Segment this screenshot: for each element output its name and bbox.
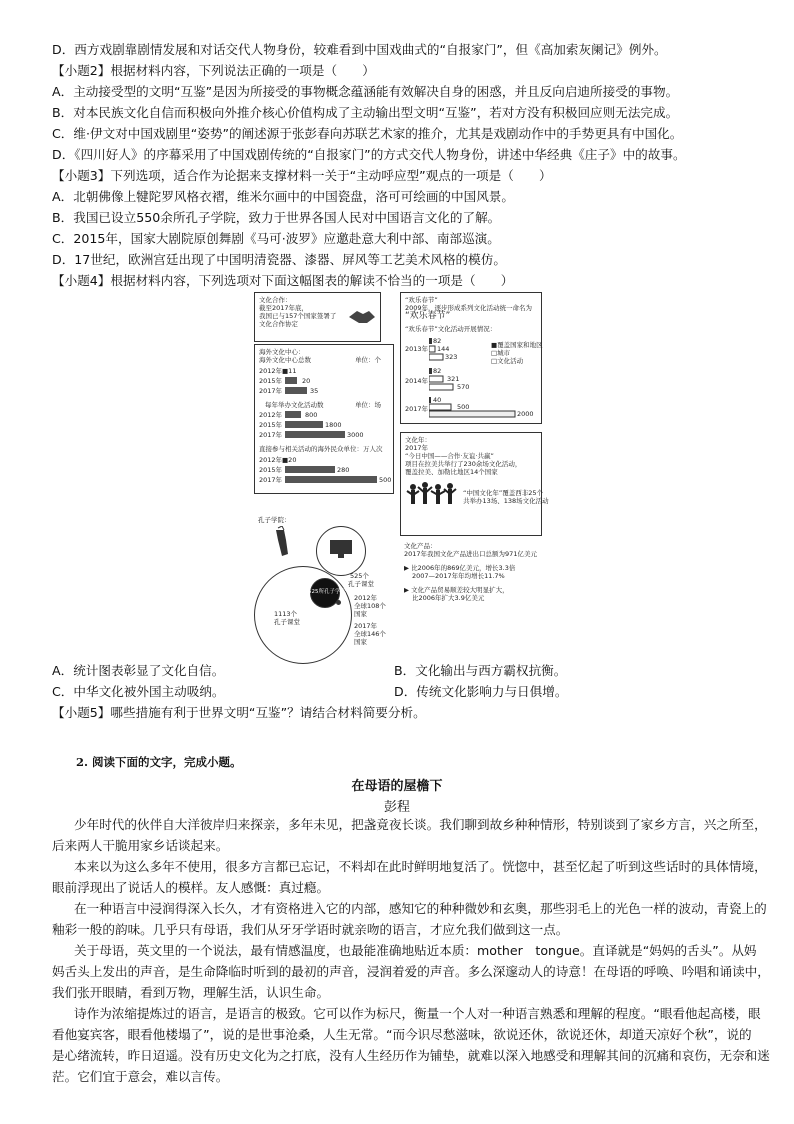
legend-item: □文化活动 — [491, 357, 524, 365]
bar-2014-events — [429, 384, 453, 390]
year-text: “中国文化年”覆盖西非25个 — [463, 489, 544, 497]
paragraph-line: 后来两人干脆用家乡话谈起来。 — [52, 838, 229, 853]
center-sub: 海外文化中心总数 — [259, 356, 311, 364]
section-heading: 2. 阅读下面的文字，完成小题。 — [76, 755, 242, 769]
paragraph-line: 少年时代的伙伴自大洋彼岸归来探亲，多年未见，把盏竟夜长谈。我们聊到故乡种种情形，特别谈到了家乡方言，兴之所至， — [74, 817, 767, 832]
cf-label: 孔子课堂 — [348, 580, 374, 588]
question-header: 【小题2】根据材料内容，下列说法正确的一项是（ ） — [52, 63, 375, 78]
prod-title: 文化产品： — [404, 542, 437, 550]
bar-2013-cities — [429, 346, 435, 352]
option-line: B．对本民族文化自信而积极向外推介核心价值构成了主动输出型文明“互鉴”，若对方没有积极回应则无法完成。 — [52, 105, 679, 120]
handshake-icon — [347, 305, 377, 327]
torch-icon — [268, 526, 298, 558]
paragraph-line: 釉彩一般的韵味。几乎只有母语，我们从牙牙学语时就亲吻的语言，才应允我们做到这一点。 — [52, 922, 569, 937]
dancers-icon — [405, 481, 459, 517]
paragraph-line: 眼前浮现出了说话人的模样。友人感慨：真过瘾。 — [52, 880, 330, 895]
value-label: 82 — [433, 337, 442, 345]
cf-label: 2017年 — [354, 622, 378, 630]
spring-festival-box — [400, 292, 542, 424]
cf-label: 525个 — [350, 572, 369, 580]
option-line: B．我国已设立550余所孔子学院，致力于世界各国人民对中国语言文化的了解。 — [52, 210, 501, 225]
paragraph-line: 关于母语，英文里的一个说法，最有情感温度，也最能准确地贴近本质：mother tongue。直译就是“妈妈的舌头”。从妈 — [74, 943, 757, 958]
option-line: A．主动接受型的文明“互鉴”是因为所接受的事物概念蕴涵能有效解决自身的困惑，并且反向启迪所接受的事物。 — [52, 84, 679, 99]
spring-text: 2009年，逐步形成系列文化活动统一命名为 — [405, 304, 533, 312]
question-line: D．西方戏剧靠剧情发展和对话交代人物身份，较难看到中国戏曲式的“自报家门”，但《高加索灰阑记》例外。 — [52, 42, 667, 57]
act-2015: 2015年 — [259, 421, 283, 429]
option-c: C．中华文化被外国主动吸纳。 — [52, 684, 225, 699]
paragraph-line: 是心绪流转，昨日迢遥。没有历史文化为之打底，没有人生经历作为铺垫，就难以深入地感受和理解其间的沉痛和哀伤，无奈和迷 — [52, 1048, 770, 1063]
question-header: 【小题4】根据材料内容，下列选项对下面这幅图表的解读不恰当的一项是（ ） — [52, 273, 514, 288]
paragraph-line: 看他宴宾客，眼看他楼塌了”，说的是世事沧桑，人生无常。“而今识尽愁滋味，欲说还休，欲说还休，却道天凉好个秋”，说的 — [52, 1027, 752, 1042]
bar-2017-cities — [429, 404, 451, 410]
bar-visit-2017 — [285, 476, 377, 483]
paragraph-line: 诗作为浓缩提炼过的语言，是语言的极致。它可以作为标尺，衡量一个人对一种语言熟悉和理解的程度。“眼看他起高楼，眼 — [74, 1006, 761, 1021]
confucius-circle-large — [254, 566, 352, 664]
act-2017: 2017年 — [259, 431, 283, 439]
value-label: 280 — [337, 466, 350, 474]
option-line: D．17世纪，欧洲宫廷出现了中国明清瓷器、漆器、屏风等工艺美术风格的模仿。 — [52, 252, 506, 267]
paragraph-line: 在一种语言中浸润得深入长久，才有资格进入它的内部，感知它的种种微妙和玄奥，那些羽毛上的光色一样的波动，青瓷上的 — [74, 901, 767, 916]
legend-item: ■覆盖国家和地区 — [491, 341, 543, 349]
unit-label: 单位：场 — [355, 401, 381, 409]
bar-2013-events — [429, 354, 443, 360]
cf-label: 国家 — [354, 638, 367, 646]
cooperation-box — [254, 292, 381, 342]
activity-title: 每年举办文化活动数 — [265, 401, 324, 409]
coop-text: 我国已与157个国家签署了 — [259, 312, 337, 320]
value-label: 323 — [445, 353, 458, 361]
center-2012: 2012年■11 — [259, 367, 297, 375]
year-label: 2013年 — [405, 345, 429, 353]
spring-title: “欢乐春节” — [405, 296, 438, 304]
visit-2015: 2015年 — [259, 466, 283, 474]
year-label: 2014年 — [405, 377, 429, 385]
year-text: 2017年 — [405, 444, 429, 452]
spring-bar-chart — [429, 337, 539, 421]
cf-label: 1113个 — [274, 610, 298, 618]
bar-act-2012 — [285, 411, 301, 418]
value-label: 3000 — [347, 431, 364, 439]
article-author: 彭程 — [383, 800, 410, 815]
spring-stat: “欢乐春节”文化活动开展情况： — [405, 325, 497, 333]
bar-2014-cities — [429, 376, 443, 382]
year-text: 项目在拉美共举行了230余场文化活动， — [405, 460, 522, 468]
bar-2017-events — [429, 411, 515, 417]
bar-2017-countries — [429, 397, 431, 403]
year-text: “今日中国——合作·友谊·共赢” — [405, 452, 494, 460]
prod-text: 比2006年扩大3.9亿美元 — [412, 594, 485, 602]
cf-label: 全球146个 — [354, 630, 386, 638]
question-header: 【小题3】下列选项，适合作为论据来支撑材料一关于“主动呼应型”观点的一项是（ ） — [52, 168, 552, 183]
option-d: D．传统文化影响力与日俱增。 — [394, 684, 568, 699]
prod-text: 2017年我国文化产品进出口总额为971亿美元 — [404, 550, 537, 558]
monitor-icon — [329, 539, 353, 559]
prod-text: ▶ 比2006年的869亿美元，增长3.3倍 — [404, 564, 516, 572]
prod-text: 2007—2017年年均增长11.7% — [412, 572, 505, 580]
bar-center-2015 — [285, 377, 297, 384]
bar-visit-2015 — [285, 466, 335, 473]
cf-label: 全球108个 — [354, 602, 386, 610]
leader-dot — [336, 600, 341, 605]
option-line: A．北朝佛像上犍陀罗风格衣褶，维米尔画中的中国瓷盘，洛可可绘画的中国风景。 — [52, 189, 514, 204]
paragraph-line: 本来以为这么多年不使用，很多方言都已忘记，不料却在此时鲜明地复活了。恍惚中，甚至忆起了听到这些话时的具体情境， — [74, 859, 767, 874]
prod-text: ▶ 文化产品贸易顺差较大明显扩大， — [404, 586, 509, 594]
center-2017: 2017年 — [259, 387, 283, 395]
overseas-centers-box — [254, 344, 394, 494]
year-label: 2017年 — [405, 405, 429, 413]
act-2012: 2012年 — [259, 411, 283, 419]
cf-label: 国家 — [354, 610, 367, 618]
legend-item: □城市 — [491, 349, 511, 357]
bar-2013-countries — [429, 338, 432, 344]
value-label: 800 — [305, 411, 318, 419]
cf-label: 孔子课堂 — [274, 618, 300, 626]
option-b: B．文化输出与西方霸权抗衡。 — [394, 663, 567, 678]
value-label: 570 — [457, 383, 470, 391]
value-label: 321 — [447, 375, 460, 383]
value-label: 35 — [310, 387, 319, 395]
coop-text: 截至2017年底， — [259, 304, 309, 312]
confucius-title: 孔子学院： — [258, 516, 291, 524]
center-title: 海外文化中心： — [259, 348, 305, 356]
coop-text: 文化合作协定 — [259, 320, 298, 328]
option-line: C．2015年，国家大剧院原创舞剧《马可·波罗》应邀赴意大利中部、南部巡演。 — [52, 231, 500, 246]
option-line: D．《四川好人》的序幕采用了中国戏剧传统的“自报家门”的方式交代人物身份，讲述中华经典《庄子》中的故事。 — [52, 147, 686, 162]
year-text: 共举办13场、138场文化活动 — [463, 497, 549, 505]
value-label: 144 — [437, 345, 450, 353]
coop-title: 文化合作： — [259, 296, 292, 304]
year-title: 文化年： — [405, 436, 431, 444]
bar-act-2017 — [285, 431, 345, 438]
paragraph-line: 茫。它们宜于意会，难以言传。 — [52, 1069, 229, 1084]
unit-label: 单位：个 — [355, 356, 381, 364]
center-2015: 2015年 — [259, 377, 283, 385]
confucius-circle-small — [316, 526, 366, 576]
visit-title: 直接参与相关活动的海外民众单位：万人次 — [259, 445, 383, 453]
spring-brand: “欢乐春节” — [405, 311, 451, 321]
value-label: 500 — [457, 403, 470, 411]
value-label: 2000 — [517, 410, 534, 418]
bar-center-2017 — [285, 387, 307, 394]
culture-infographic — [254, 292, 549, 658]
paragraph-line: 我们张开眼睛，看到万物，理解生活，认识生命。 — [52, 985, 330, 1000]
value-label: 82 — [433, 367, 442, 375]
option-line: C．维·伊文对中国戏剧里“姿势”的阐述源于张彭春向苏联艺术家的推介，尤其是戏剧动作中的手势更具有中国化。 — [52, 126, 683, 141]
visit-2017: 2017年 — [259, 476, 283, 484]
bar-2014-countries — [429, 368, 432, 374]
culture-year-box — [400, 432, 549, 536]
year-text: 覆盖拉美、加勒比地区14个国家 — [405, 468, 498, 476]
article-title: 在母语的屋檐下 — [351, 779, 443, 794]
cf-inner-label: 525所孔子学院 — [308, 589, 346, 595]
question-header: 【小题5】哪些措施有利于世界文明“互鉴”？请结合材料简要分析。 — [52, 705, 426, 720]
bar-act-2015 — [285, 421, 323, 428]
confucius-section — [254, 512, 404, 658]
paragraph-line: 妈舌头上发出的声音，是生命降临时听到的最初的声音，浸润着爱的声音。多么深邃动人的诗意！在母语的呼唤、吟唱和诵读中， — [52, 964, 770, 979]
value-label: 500 — [379, 476, 392, 484]
value-label: 1800 — [325, 421, 342, 429]
visit-2012: 2012年■20 — [259, 456, 297, 464]
products-section — [400, 542, 540, 612]
value-label: 40 — [433, 396, 442, 404]
option-a: A．统计图表彰显了文化自信。 — [52, 663, 225, 678]
cf-label: 2012年 — [354, 594, 378, 602]
value-label: 20 — [302, 377, 311, 385]
